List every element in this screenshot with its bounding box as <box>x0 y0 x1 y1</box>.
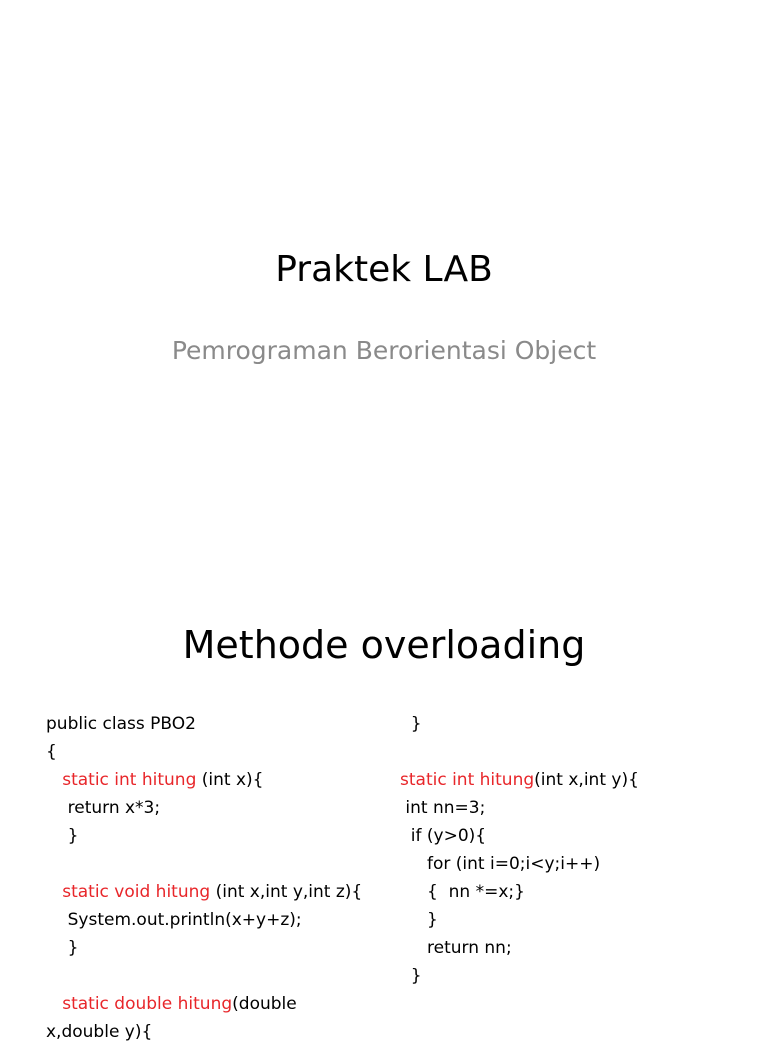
code-line <box>400 850 639 878</box>
code-text: } <box>400 910 438 930</box>
code-line <box>46 962 362 990</box>
code-text: { nn *=x;} <box>400 882 525 902</box>
code-text: { <box>46 742 57 762</box>
slide-heading: Methode overloading <box>182 623 586 667</box>
code-text: } <box>400 714 422 734</box>
code-line <box>46 850 362 878</box>
code-text: public class PBO2 <box>46 714 196 734</box>
code-line <box>46 710 362 738</box>
code-line <box>46 906 362 934</box>
code-line <box>46 878 362 906</box>
code-line <box>400 878 639 906</box>
code-text: (int x,int y,int z){ <box>210 882 363 902</box>
code-text <box>46 882 62 902</box>
code-line <box>400 710 639 738</box>
code-keyword: static double hitung <box>62 994 233 1014</box>
code-text: } <box>46 938 79 958</box>
code-line <box>46 990 362 1018</box>
code-line <box>400 766 639 794</box>
slide-methode-overloading <box>0 576 768 1042</box>
code-text: if (y>0){ <box>400 826 487 846</box>
code-text: System.out.println(x+y+z); <box>46 910 302 930</box>
code-text: (int x){ <box>196 770 264 790</box>
code-line <box>46 794 362 822</box>
code-line <box>400 906 639 934</box>
code-line <box>400 822 639 850</box>
code-text: for (int i=0;i<y;i++) <box>400 854 601 874</box>
code-text: } <box>46 826 79 846</box>
code-line <box>46 934 362 962</box>
code-keyword: static int hitung <box>62 770 197 790</box>
code-line <box>46 1018 362 1046</box>
code-text: int nn=3; <box>400 798 486 818</box>
code-line <box>400 794 639 822</box>
code-block-left <box>46 710 362 1046</box>
slide-title-heading: Praktek LAB <box>275 249 493 290</box>
code-line <box>46 822 362 850</box>
code-line <box>400 738 639 766</box>
code-line <box>400 934 639 962</box>
code-block-right <box>400 710 639 990</box>
code-text <box>46 994 62 1014</box>
code-line <box>400 962 639 990</box>
code-text: x,double y){ <box>46 1022 153 1042</box>
code-text: (int x,int y){ <box>534 770 639 790</box>
slide-subtitle: Pemrograman Berorientasi Object <box>171 336 597 365</box>
code-line <box>46 766 362 794</box>
code-keyword: static void hitung <box>62 882 211 902</box>
code-text <box>46 770 62 790</box>
code-text: return x*3; <box>46 798 161 818</box>
code-line <box>46 738 362 766</box>
code-keyword: static int hitung <box>400 770 535 790</box>
code-text: (double <box>232 994 297 1014</box>
code-text: return nn; <box>400 938 512 958</box>
code-text: } <box>400 966 422 986</box>
